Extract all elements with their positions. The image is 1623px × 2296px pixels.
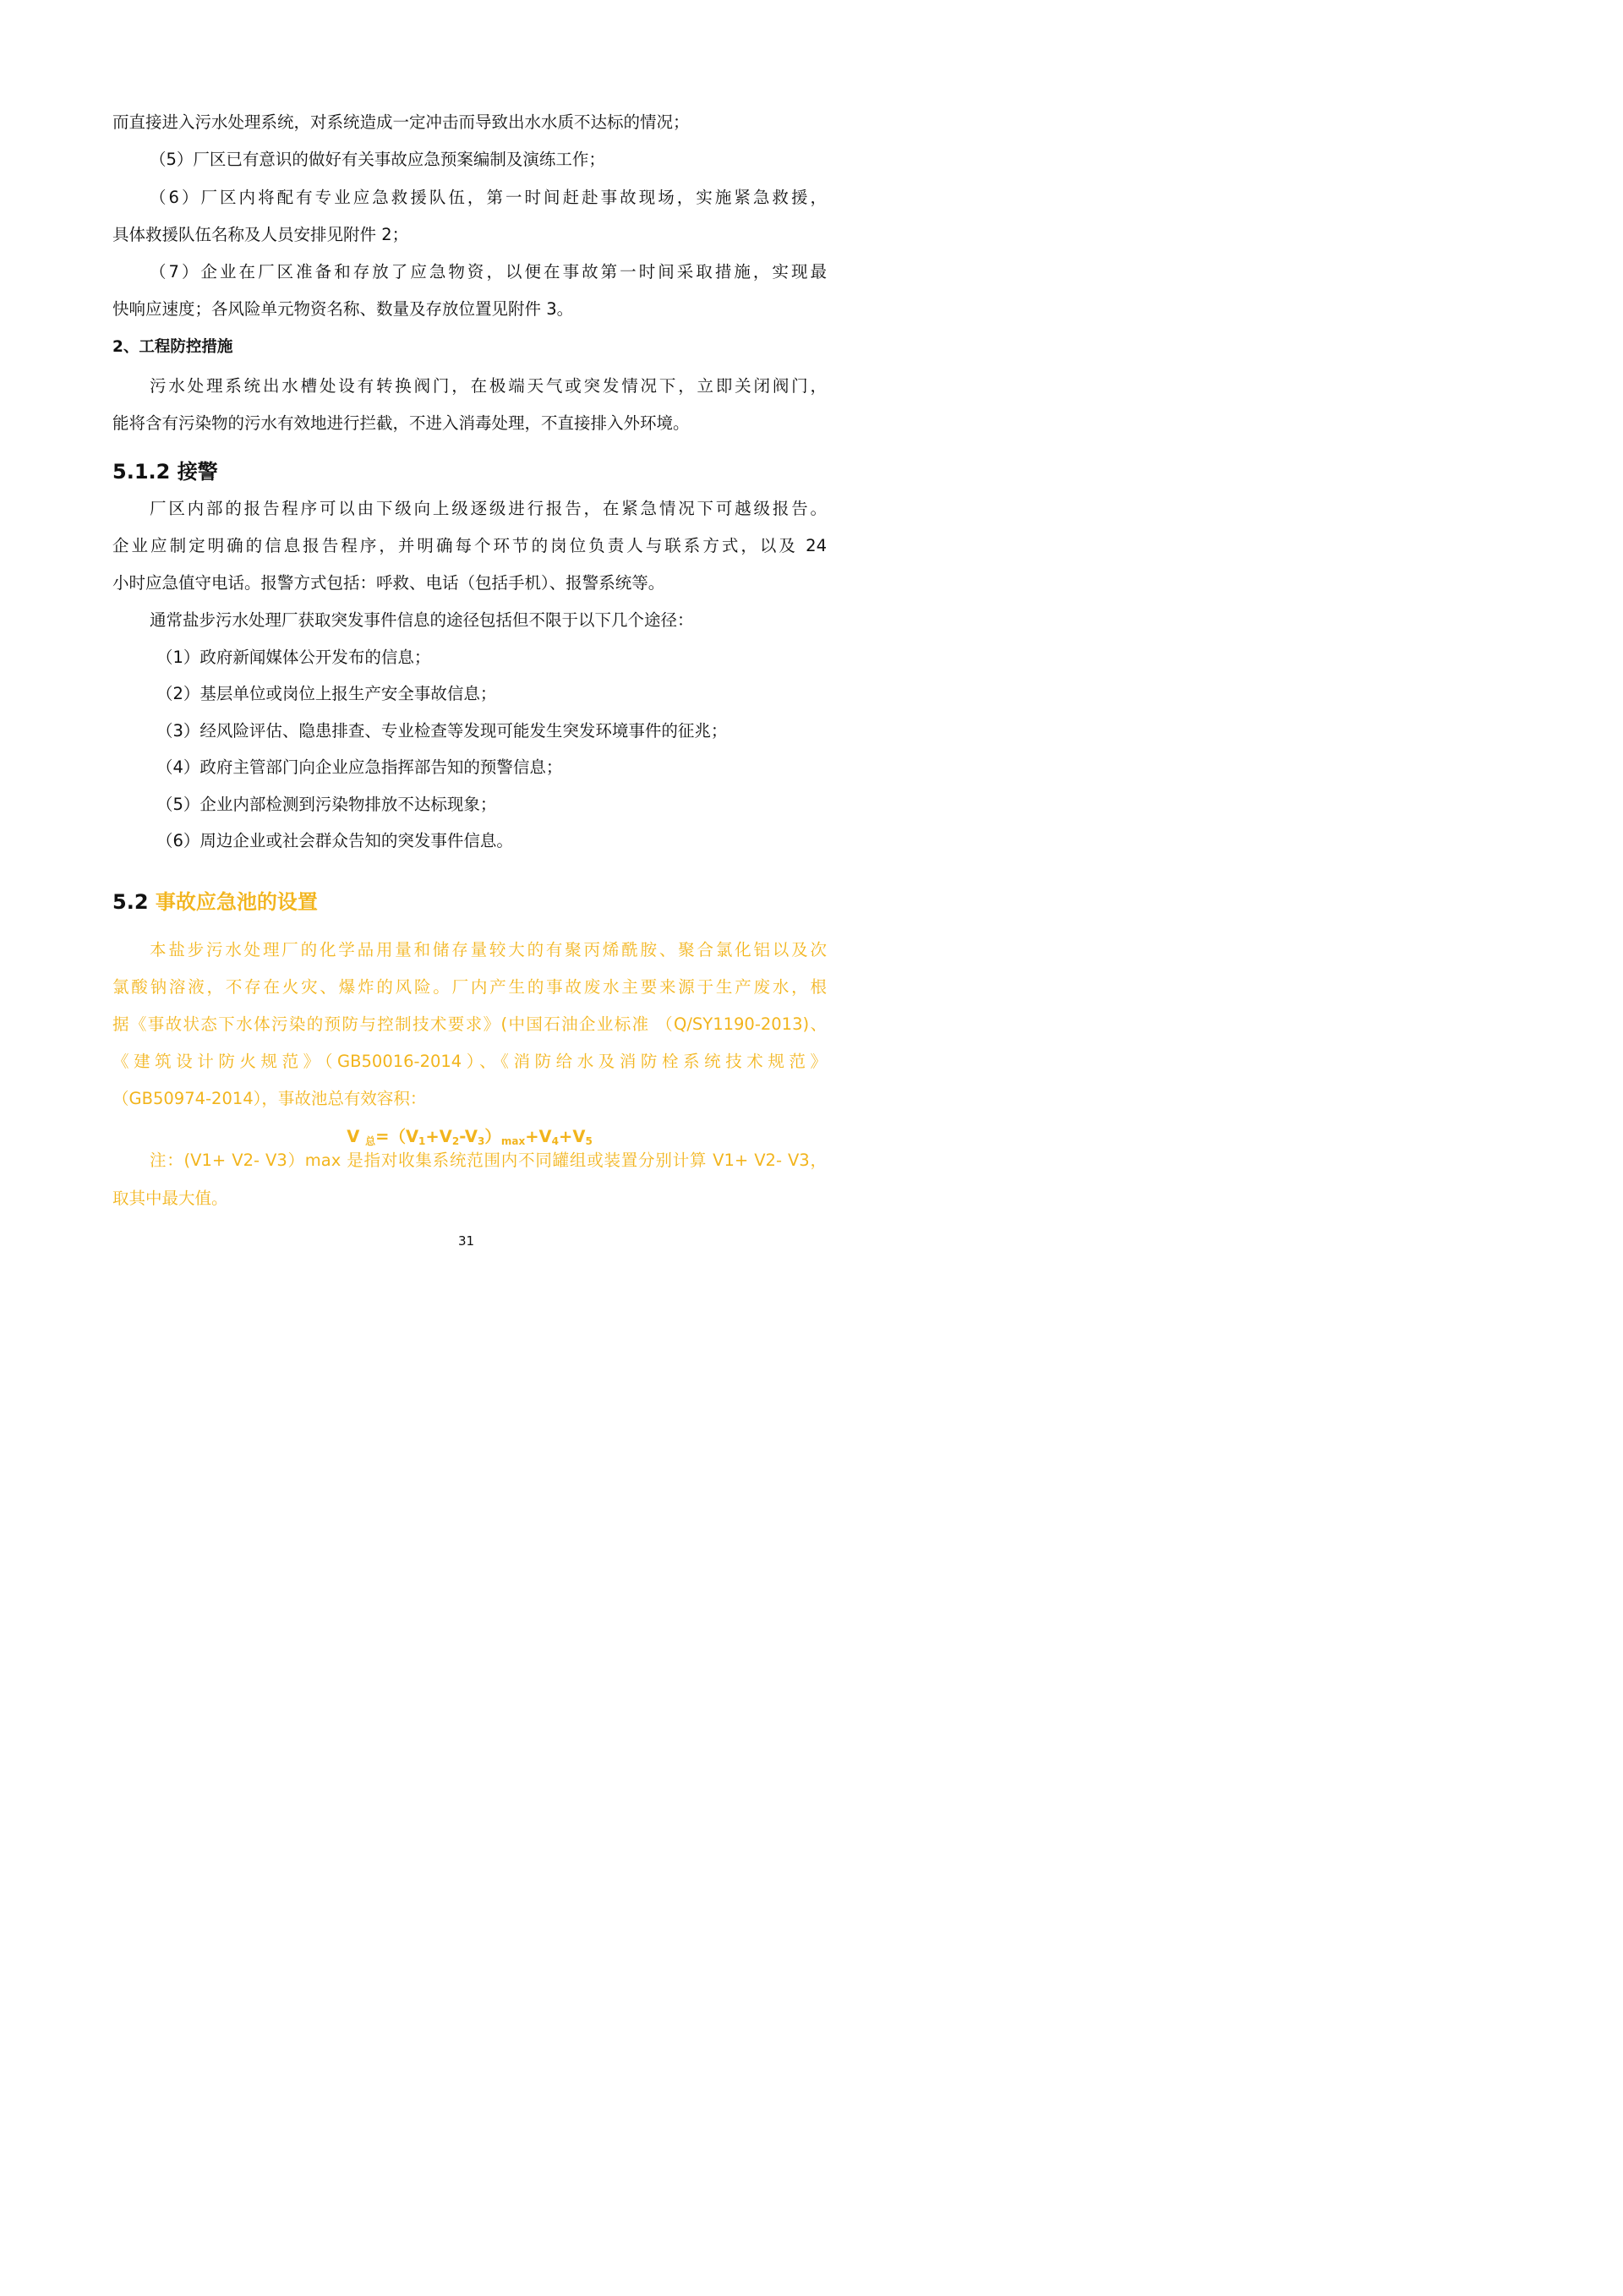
section-title: 事故应急池的设置: [155, 890, 318, 914]
body-text-line: 能将含有污染物的污水有效地进行拦截，不进入消毒处理，不直接排入外环境。: [112, 413, 690, 433]
body-text-line: 《建筑设计防火规范》（GB50016-2014）、《消防给水及消防栓系统技术规范》: [112, 1052, 827, 1071]
list-item: （4）政府主管部门向企业应急指挥部告知的预警信息；: [156, 757, 563, 777]
body-text-line: 本盐步污水处理厂的化学品用量和储存量较大的有聚丙烯酰胺、聚合氯化铝以及次: [150, 940, 827, 959]
document-page: [0, 0, 932, 1318]
body-text-line: 厂区内部的报告程序可以由下级向上级逐级进行报告，在紧急情况下可越级报告。: [150, 499, 827, 518]
body-text-line: 快响应速度；各风险单元物资名称、数量及存放位置见附件 3。: [112, 299, 574, 319]
body-text-line: 企业应制定明确的信息报告程序，并明确每个环节的岗位负责人与联系方式，以及 24: [112, 536, 827, 555]
list-item: （6）周边企业或社会群众告知的突发事件信息。: [156, 831, 513, 850]
page-number: 31: [457, 1233, 475, 1249]
section-heading: 5.1.2 接警: [112, 460, 218, 484]
list-item: （1）政府新闻媒体公开发布的信息；: [156, 648, 431, 667]
note-text-line: 注：(V1+ V2- V3）max 是指对收集系统范围内不同罐组或装置分别计算 V1+ V2- V3，: [150, 1151, 827, 1170]
body-text-line: 小时应急值守电话。报警方式包括：呼救、电话（包括手机）、报警系统等。: [112, 573, 665, 593]
subsection-heading: 2、工程防控措施: [112, 338, 233, 356]
body-text-line: 氯酸钠溶液，不存在火灾、爆炸的风险。厂内产生的事故废水主要来源于生产废水，根: [112, 977, 827, 997]
body-text-line: 据《事故状态下水体污染的预防与控制技术要求》(中国石油企业标准 （Q/SY1190-2013)、: [112, 1014, 827, 1034]
list-item: （2）基层单位或岗位上报生产安全事故信息；: [156, 684, 497, 703]
list-item: （5）企业内部检测到污染物排放不达标现象；: [156, 795, 497, 814]
note-text-line: 取其中最大值。: [112, 1189, 228, 1208]
section-number: 5.2: [112, 890, 149, 914]
body-text-line: 而直接进入污水处理系统，对系统造成一定冲击而导致出水水质不达标的情况；: [112, 112, 690, 132]
section-heading: [112, 889, 827, 915]
body-text-line: 具体救援队伍名称及人员安排见附件 2；: [112, 225, 409, 244]
body-text-line: （7）企业在厂区准备和存放了应急物资，以便在事故第一时间采取措施，实现最: [150, 262, 827, 282]
body-text-line: （GB50974-2014），事故池总有效容积：: [112, 1089, 427, 1108]
body-text-line: （5）厂区已有意识的做好有关事故应急预案编制及演练工作；: [150, 150, 605, 169]
body-text-line: 污水处理系统出水槽处设有转换阀门，在极端天气或突发情况下，立即关闭阀门，: [150, 376, 827, 396]
list-item: （3）经风险评估、隐患排查、专业检查等发现可能发生突发环境事件的征兆；: [156, 721, 728, 741]
body-text-line: 通常盐步污水处理厂获取突发事件信息的途径包括但不限于以下几个途径：: [150, 610, 694, 630]
body-text-line: （6）厂区内将配有专业应急救援队伍，第一时间赶赴事故现场，实施紧急救援，: [150, 188, 827, 207]
formula: V $_总=(V_1+V_2-V_3)_{max}+V_4+V_5$: [347, 1127, 593, 1147]
